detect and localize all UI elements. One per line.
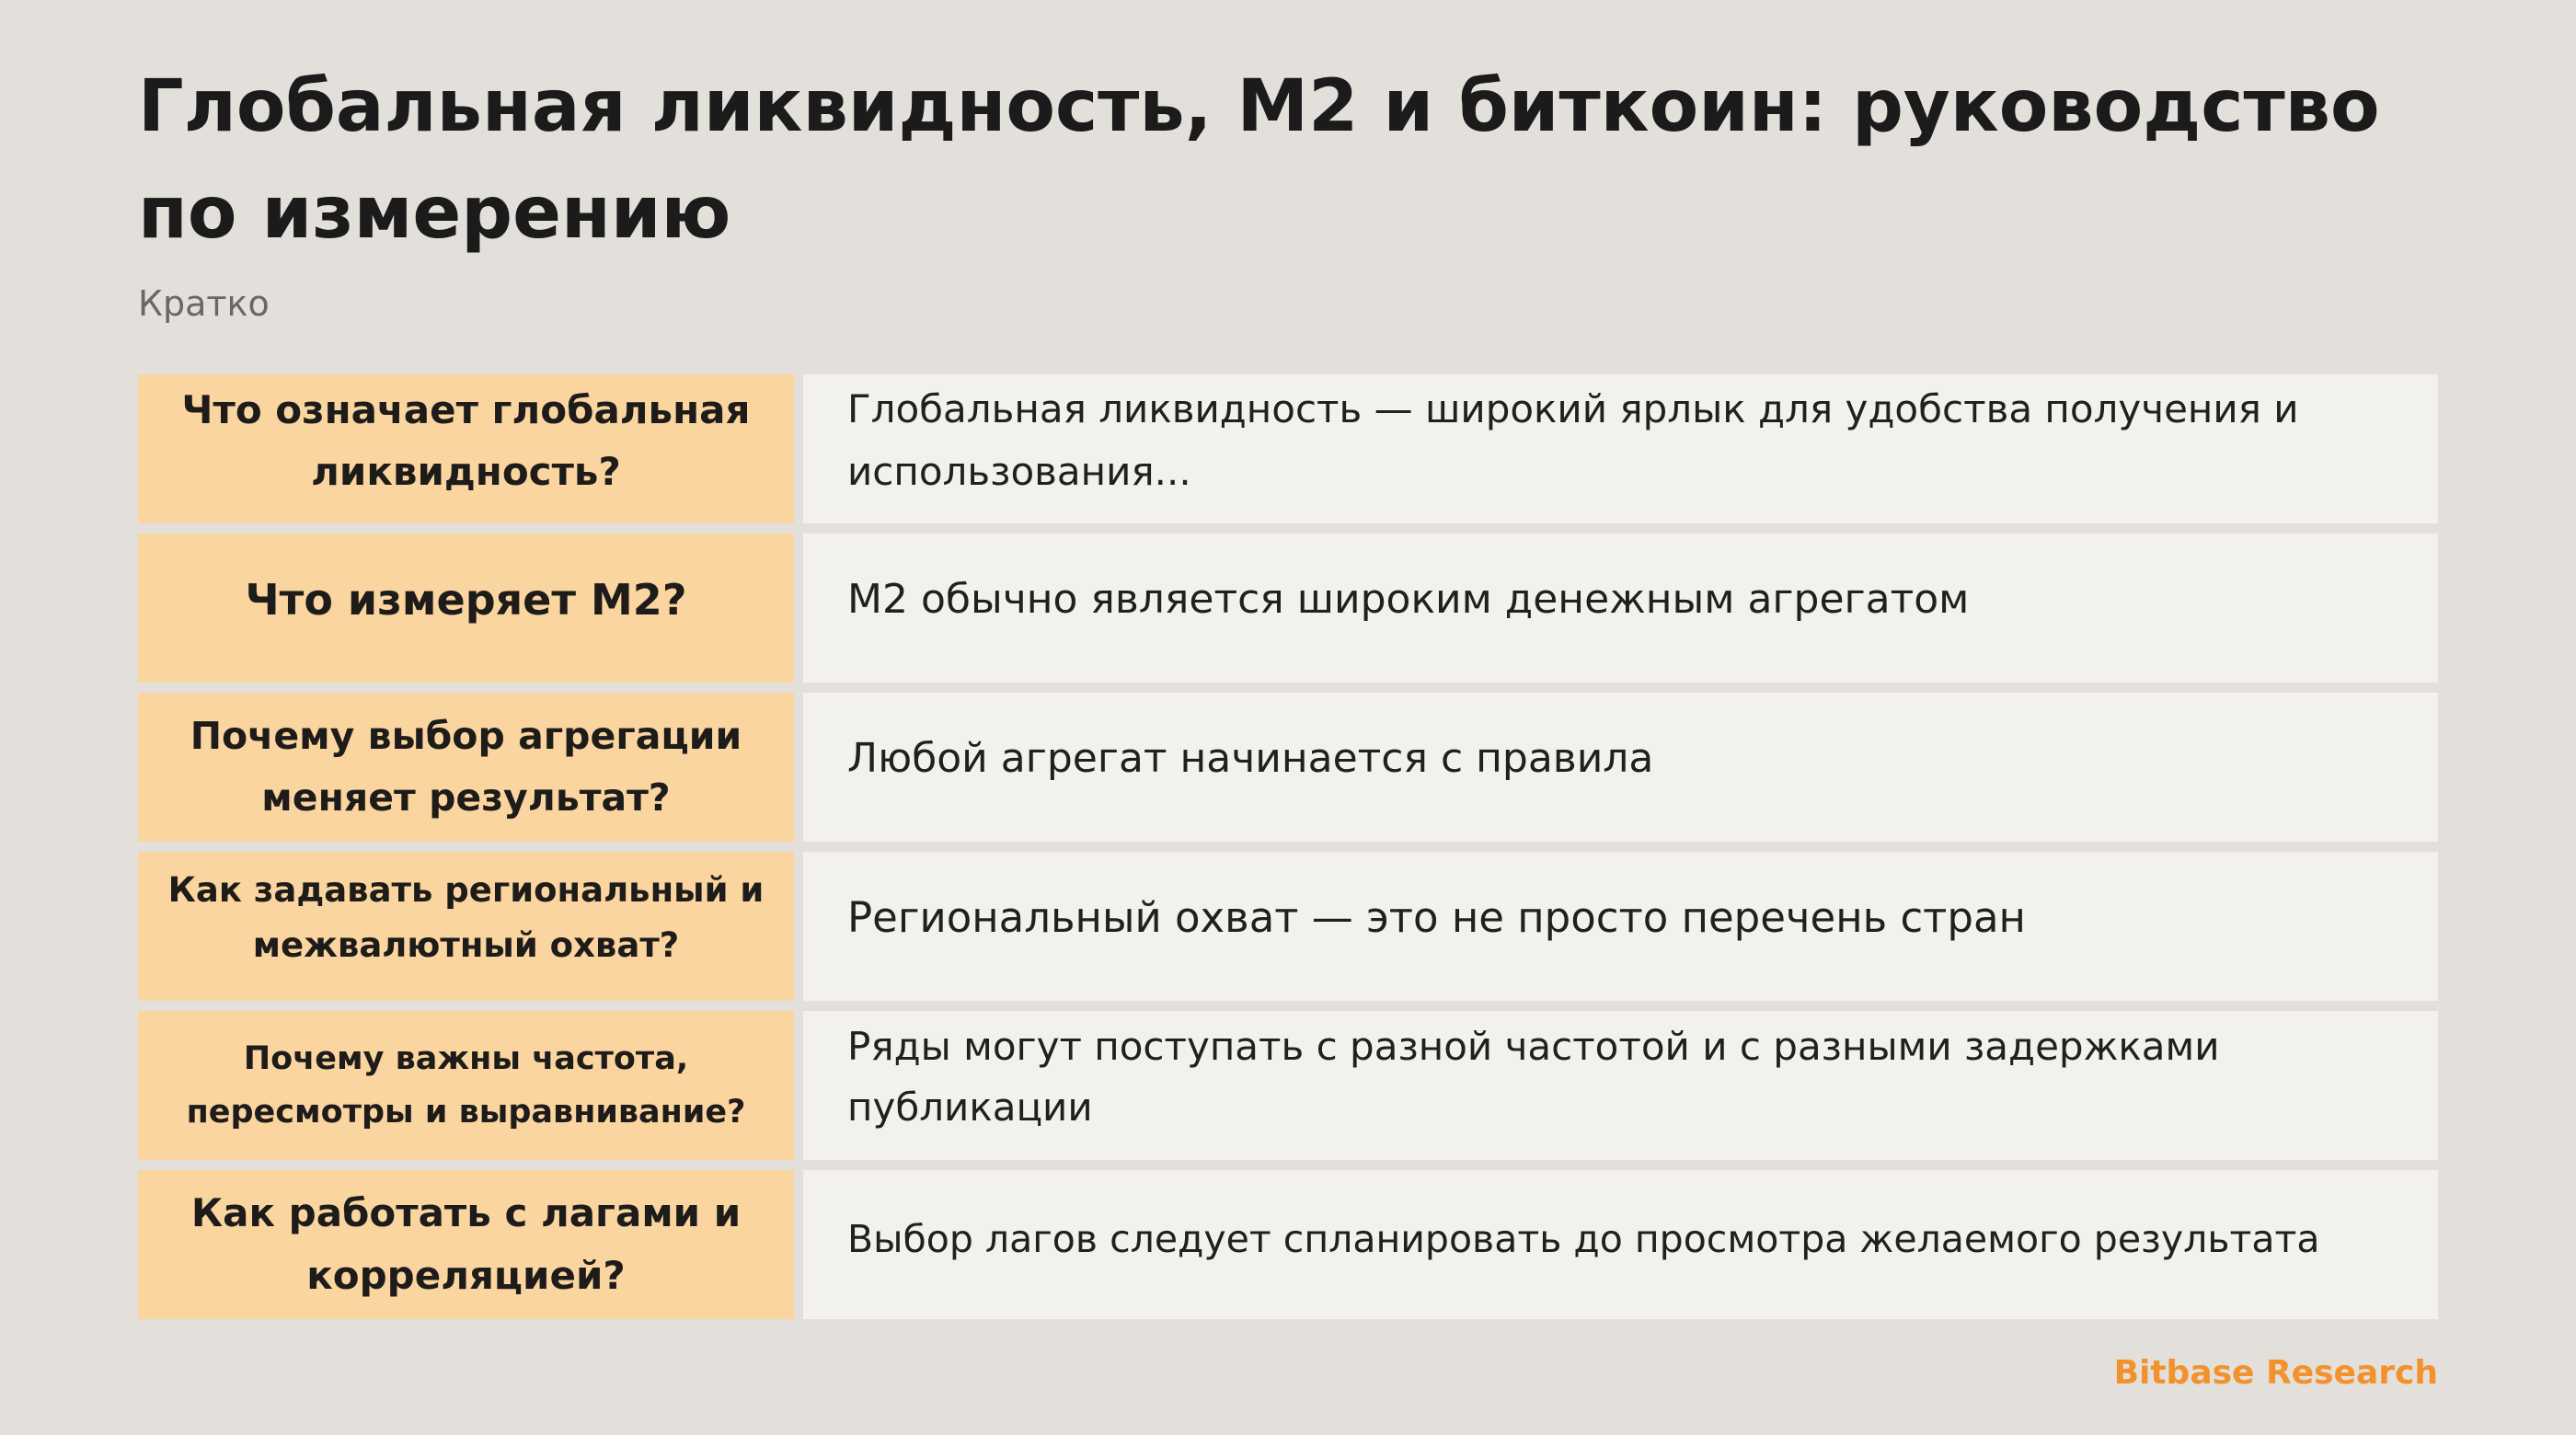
faq-question: Почему выбор агрегации меняет результат?: [138, 693, 794, 842]
faq-table: [138, 374, 2438, 1319]
faq-row: [138, 693, 2438, 842]
faq-question: Что означает глобальная ликвидность?: [138, 374, 794, 523]
faq-row: [138, 1170, 2438, 1319]
faq-answer: Ряды могут поступать с разной частотой и с разными задержками публикации: [803, 1011, 2438, 1160]
faq-answer: Региональный охват — это не просто перечень стран: [803, 852, 2438, 1001]
faq-answer: Глобальная ликвидность — широкий ярлык для удобства получения и использования...: [803, 374, 2438, 523]
page-subtitle: Кратко: [138, 283, 270, 324]
faq-row: [138, 534, 2438, 683]
faq-row: [138, 1011, 2438, 1160]
faq-question: Почему важны частота, пересмотры и выравнивание?: [138, 1011, 794, 1160]
faq-question: Как задавать региональный и межвалютный охват?: [138, 852, 794, 1001]
faq-question: Как работать с лагами и корреляцией?: [138, 1170, 794, 1319]
faq-row: [138, 374, 2438, 523]
faq-answer: M2 обычно является широким денежным агрегатом: [803, 534, 2438, 683]
faq-question: Что измеряет M2?: [138, 534, 794, 683]
faq-answer: Выбор лагов следует спланировать до просмотра желаемого результата: [803, 1170, 2438, 1319]
brand-logo: Bitbase Research: [2113, 1354, 2438, 1392]
page-title: Глобальная ликвидность, M2 и биткоин: руководство по измерению: [138, 65, 2380, 255]
faq-answer: Любой агрегат начинается с правила: [803, 693, 2438, 842]
faq-row: [138, 852, 2438, 1001]
